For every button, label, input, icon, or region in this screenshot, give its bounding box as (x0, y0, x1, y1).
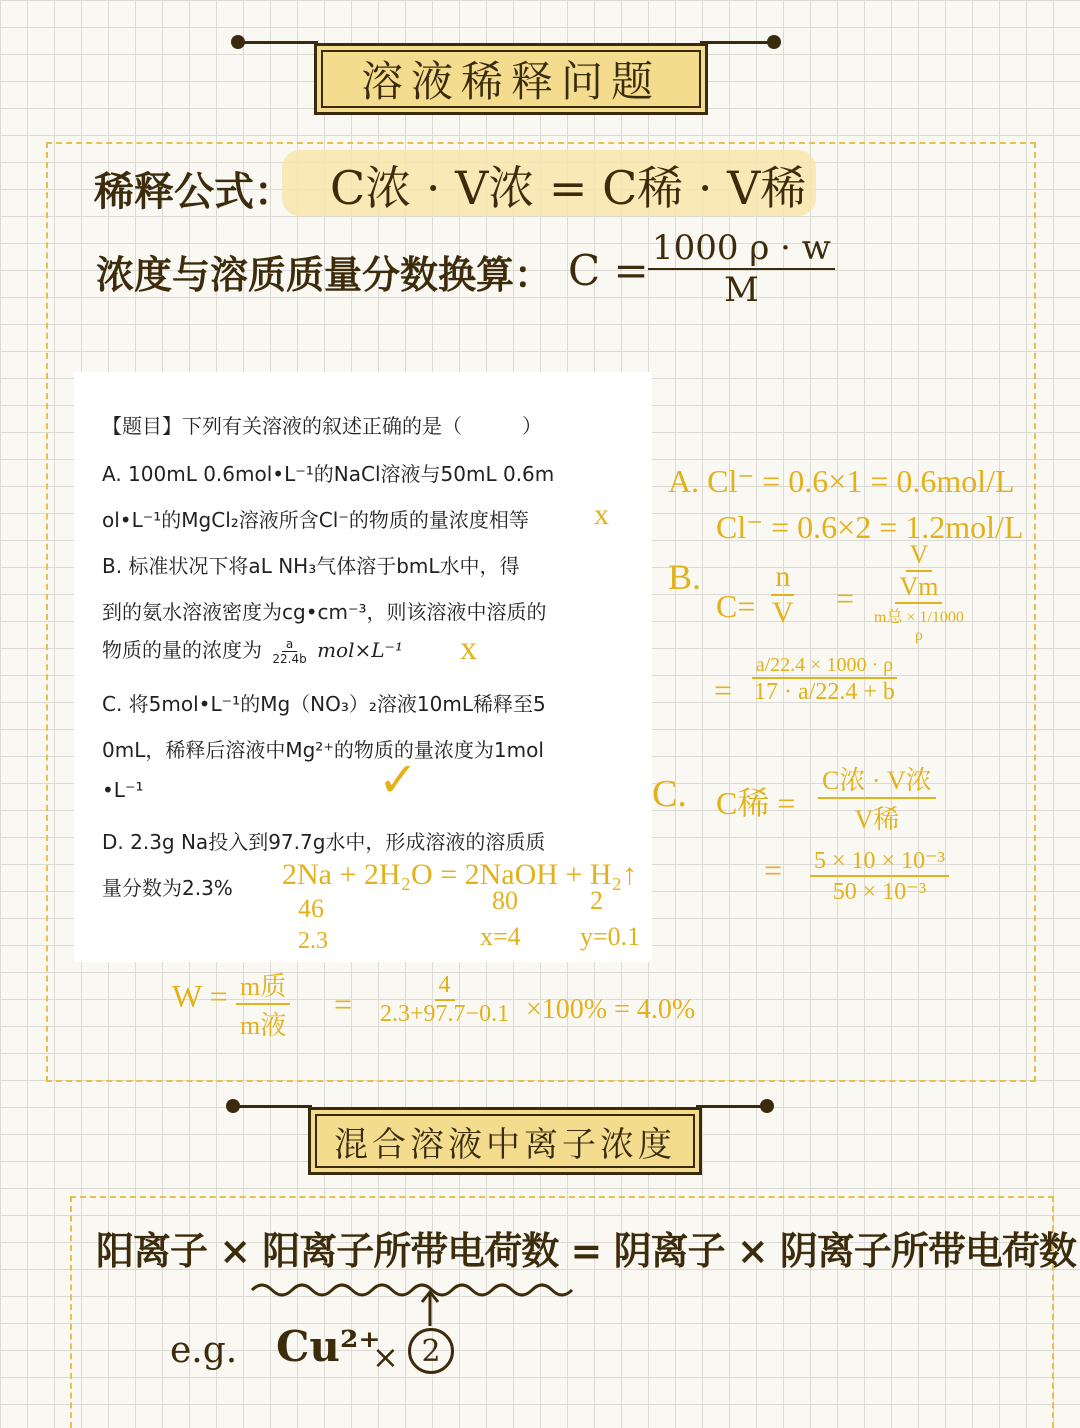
rail2-dot-left (226, 1099, 240, 1113)
eg-label: e.g. (170, 1330, 238, 1371)
note-d-x: x=4 (480, 922, 521, 951)
option-b-frac-num: a (282, 637, 297, 652)
note-c-label: C. (652, 773, 687, 815)
note-c-frac2 (810, 846, 949, 906)
conversion-label: 浓度与溶质质量分数换算： (96, 252, 553, 297)
option-a-cross-mark: x (594, 498, 609, 531)
option-a-line2: ol•L⁻¹的MgCl₂溶液所含Cl⁻的物质的量浓度相等 (102, 508, 529, 532)
option-b-line2: 到的氨水溶液密度为cg•cm⁻³，则该溶液中溶质的 (102, 600, 547, 624)
conversion-numerator: 1000 ρ · w (648, 228, 835, 270)
note-b-den2: 17 · a/22.4 + b (754, 679, 895, 705)
note-w-frac2 (376, 972, 513, 1028)
eg-ion: Cu²⁺ (276, 1322, 381, 1371)
note-b-mpv: m总 × 1/1000 (874, 609, 964, 626)
conversion-denominator: M (724, 270, 759, 310)
rail2-dot-right (760, 1099, 774, 1113)
note-w-tail: ×100% = 4.0% (526, 994, 696, 1025)
title-rail-left (238, 41, 318, 44)
note-c-den2: 50 × 10⁻³ (832, 879, 927, 905)
note-b-eq: = (836, 580, 855, 616)
note-w-den2: 2.3+97.7−0.1 (380, 1001, 510, 1027)
note-w-lhs: W = (172, 978, 228, 1014)
note-b-c: C= (716, 588, 756, 624)
rail-dot-left (231, 35, 245, 49)
note-c-lhs: C稀 = (716, 785, 796, 821)
eg-charge-circled (408, 1328, 454, 1374)
option-b-line3-post: mol×L⁻¹ (317, 638, 404, 662)
title2-rail-left (232, 1105, 312, 1108)
title-rail-right (700, 41, 775, 44)
note-b-label: B. (668, 557, 702, 597)
option-b-cross-mark: x (460, 630, 477, 667)
option-b-line3-pre: 物质的量的浓度为 (102, 638, 262, 662)
note-c-eq: = (764, 852, 783, 888)
note-b-big-frac (870, 540, 968, 645)
note-d-80: 80 (492, 886, 518, 915)
option-c-line1: C. 将5mol•L⁻¹的Mg（NO₃）₂溶液10mL稀释至5 (102, 692, 546, 716)
rail-dot-right (767, 35, 781, 49)
note-b-rho: ρ (914, 627, 923, 644)
conversion-fraction (648, 228, 835, 310)
note-d-46: 46 (298, 894, 324, 923)
note-c-den: V稀 (854, 805, 900, 834)
section-title-mixed-ions: 混合溶液中离子浓度 (308, 1107, 702, 1175)
eg-times: × (372, 1338, 399, 1376)
option-b-line3 (102, 634, 403, 666)
note-c-num: C浓 · V浓 (818, 760, 936, 799)
section-title-dilution: 溶液稀释问题 (314, 43, 708, 115)
note-b-n: n (771, 560, 794, 596)
note-c-num2: 5 × 10 × 10⁻³ (810, 846, 949, 877)
note-d-23: 2.3 (298, 928, 328, 954)
eg-charge-value: 2 (421, 1333, 441, 1369)
option-b-fraction (268, 637, 310, 666)
option-d-line1: D. 2.3g Na投入到97.7g水中，形成溶液的溶质质 (102, 830, 546, 854)
dilution-formula: C浓 · V浓 = C稀 · V稀 (330, 161, 807, 215)
note-b-nv (768, 560, 798, 630)
option-c-line3: •L⁻¹ (102, 778, 144, 802)
option-c-check-mark: ✓ (378, 754, 419, 807)
note-w-num2: 4 (435, 972, 455, 1001)
note-a-line2: Cl⁻ = 0.6×2 = 1.2mol/L (716, 509, 1024, 545)
conversion-lhs: C = (568, 246, 649, 295)
arrow-up-icon (420, 1288, 440, 1328)
note-b-num2: a/22.4 × 1000 · ρ (752, 654, 897, 679)
note-b-eq2: = (714, 672, 733, 708)
dilution-label: 稀释公式： (94, 168, 294, 215)
option-d-line2: 量分数为2.3% (102, 876, 233, 900)
option-c-line2: 0mL，稀释后溶液中Mg²⁺的物质的量浓度为1mol (102, 738, 544, 762)
question-title: 【题目】下列有关溶液的叙述正确的是（ ） (102, 414, 542, 438)
note-w-num: m质 (236, 966, 290, 1005)
note-d-y: y=0.1 (580, 922, 641, 951)
note-b-v: V (772, 596, 794, 629)
note-d-2: 2 (590, 886, 603, 915)
note-a-line1: A. Cl⁻ = 0.6×1 = 0.6mol/L (668, 463, 1015, 499)
note-b-Vm: Vm (895, 572, 942, 604)
option-b-line1: B. 标准状况下将aL NH₃气体溶于bmL水中，得 (102, 554, 520, 578)
title2-rail-right (696, 1105, 768, 1108)
note-b-V: V (906, 540, 933, 572)
charge-balance-rule: 阳离子 × 阳离子所带电荷数 = 阴离子 × 阴离子所带电荷数 (96, 1228, 1076, 1273)
note-d-equation: 2Na + 2H₂O = 2NaOH + H₂↑ (282, 858, 637, 891)
note-c-frac (818, 760, 936, 836)
option-b-frac-den: 22.4b (272, 652, 307, 666)
note-w-eq: = (334, 986, 353, 1022)
note-w-den: m液 (240, 1011, 287, 1040)
option-a-line1: A. 100mL 0.6mol•L⁻¹的NaCl溶液与50mL 0.6m (102, 462, 555, 486)
note-w-frac (236, 966, 290, 1042)
note-b-frac2 (750, 654, 899, 706)
